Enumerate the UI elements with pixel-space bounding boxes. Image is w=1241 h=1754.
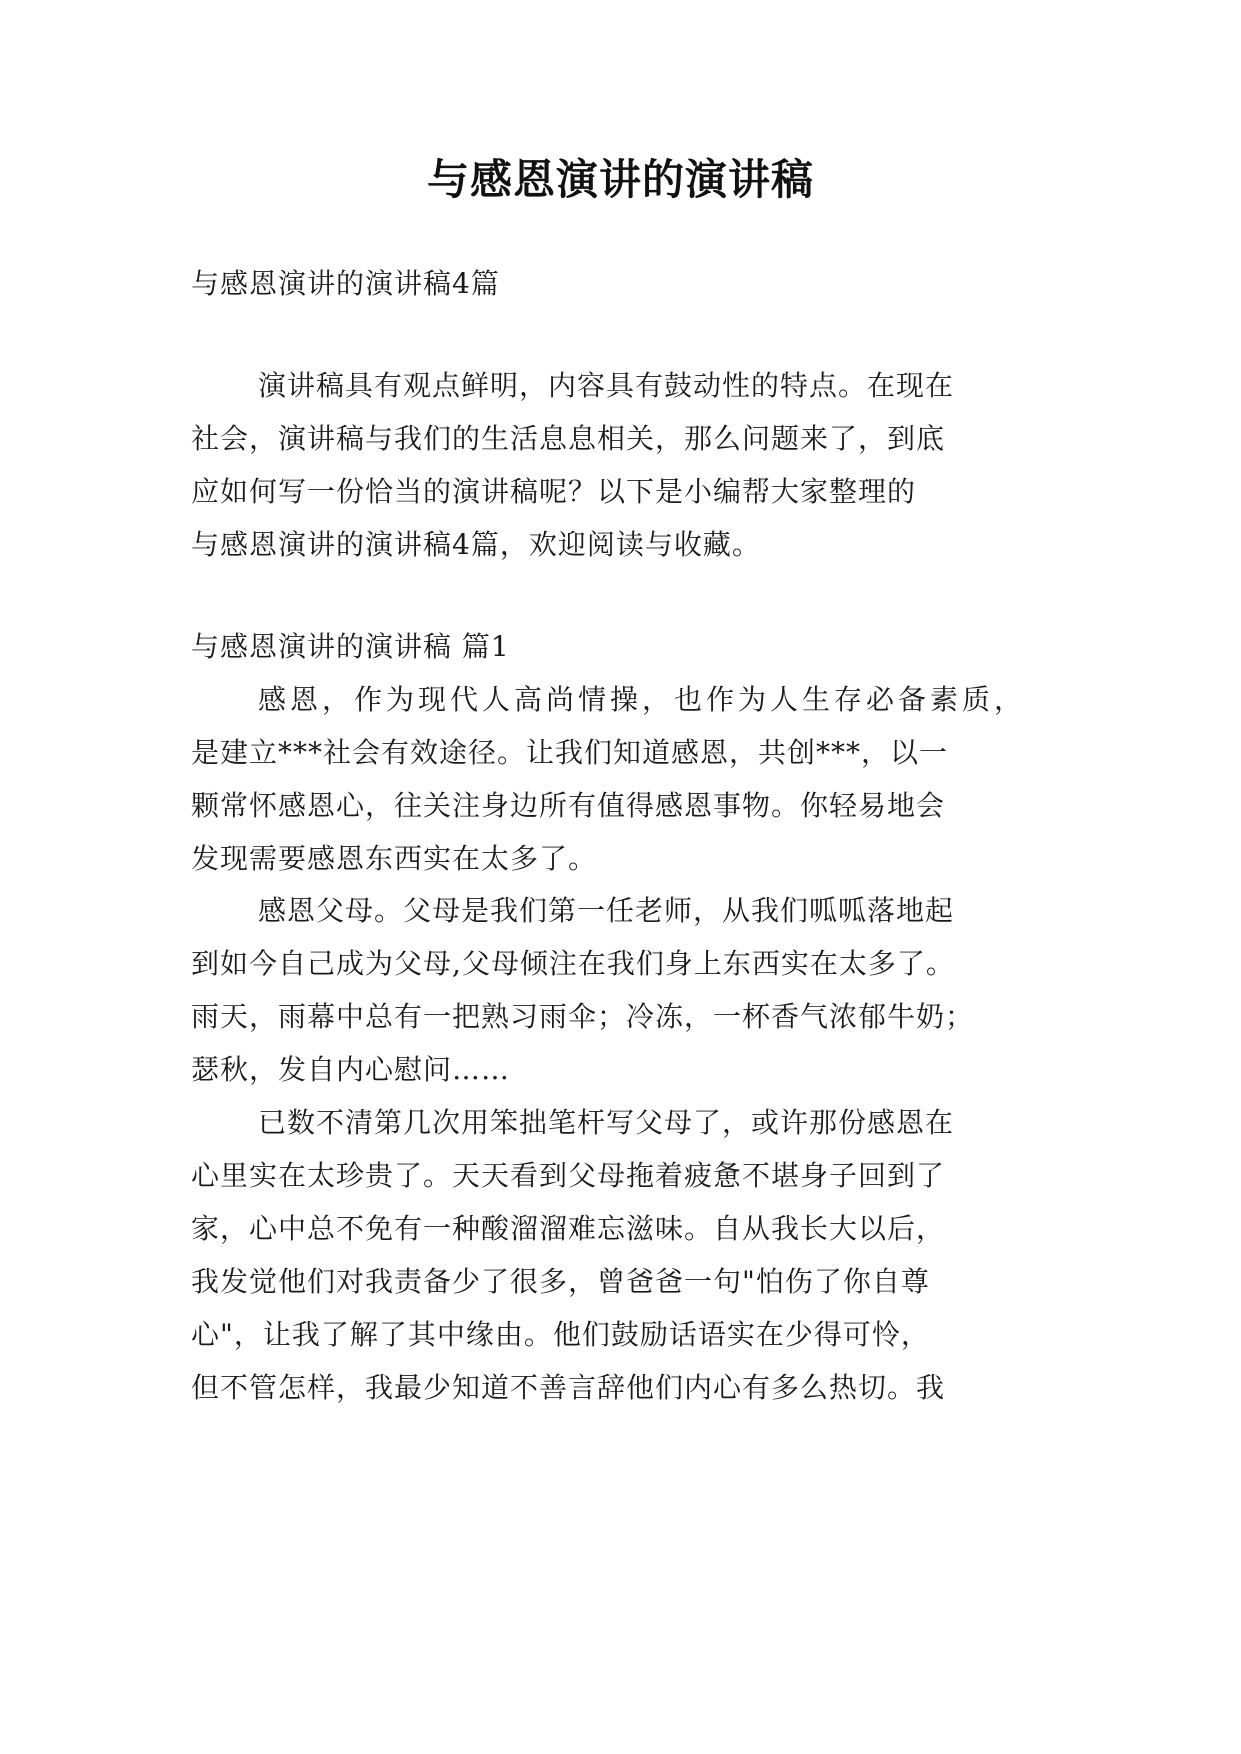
intro-line-3: 应如何写一份恰当的演讲稿呢？以下是小编帮大家整理的 (191, 475, 917, 508)
para3-line-6: 但不管怎样，我最少知道不善言辞他们内心有多么热切。我 (191, 1371, 946, 1404)
para3-line-2: 心里实在太珍贵了。天天看到父母拖着疲惫不堪身子回到了 (191, 1159, 946, 1192)
section-heading: 与感恩演讲的演讲稿 篇1 (191, 630, 510, 663)
intro-line-2: 社会，演讲稿与我们的生活息息相关，那么问题来了，到底 (191, 422, 946, 455)
para2-line-2: 到如今自己成为父母,父母倾注在我们身上东西实在太多了。 (191, 947, 955, 980)
intro-line-1: 演讲稿具有观点鲜明，内容具有鼓动性的特点。在现在 (258, 369, 955, 402)
para2-line-4: 瑟秋，发自内心慰问…… (191, 1053, 511, 1086)
para1-line-4: 发现需要感恩东西实在太多了。 (191, 842, 598, 875)
document-title: 与感恩演讲的演讲稿 (426, 155, 814, 204)
para1-line-2: 是建立***社会有效途径。让我们知道感恩，共创***，以一 (191, 736, 949, 769)
para2-line-3: 雨天，雨幕中总有一把熟习雨伞；冷冻，一杯香气浓郁牛奶； (191, 1000, 975, 1033)
para3-line-4: 我发觉他们对我责备少了很多，曾爸爸一句"怕伤了你自尊 (191, 1265, 930, 1298)
para3-line-3: 家，心中总不免有一种酸溜溜难忘滋味。自从我长大以后， (191, 1212, 946, 1245)
para3-line-5: 心"，让我了解了其中缘由。他们鼓励话语实在少得可怜， (191, 1318, 930, 1351)
para3-line-1: 已数不清第几次用笨拙笔杆写父母了，或许那份感恩在 (258, 1106, 955, 1139)
intro-line-4: 与感恩演讲的演讲稿4篇，欢迎阅读与收藏。 (191, 528, 761, 561)
document-subtitle: 与感恩演讲的演讲稿4篇 (191, 267, 500, 300)
para1-line-1: 感恩，作为现代人高尚情操，也作为人生存必备素质， (258, 683, 1027, 716)
para1-line-3: 颗常怀感恩心，往关注身边所有值得感恩事物。你轻易地会 (191, 789, 946, 822)
para2-line-1: 感恩父母。父母是我们第一任老师，从我们呱呱落地起 (258, 894, 955, 927)
